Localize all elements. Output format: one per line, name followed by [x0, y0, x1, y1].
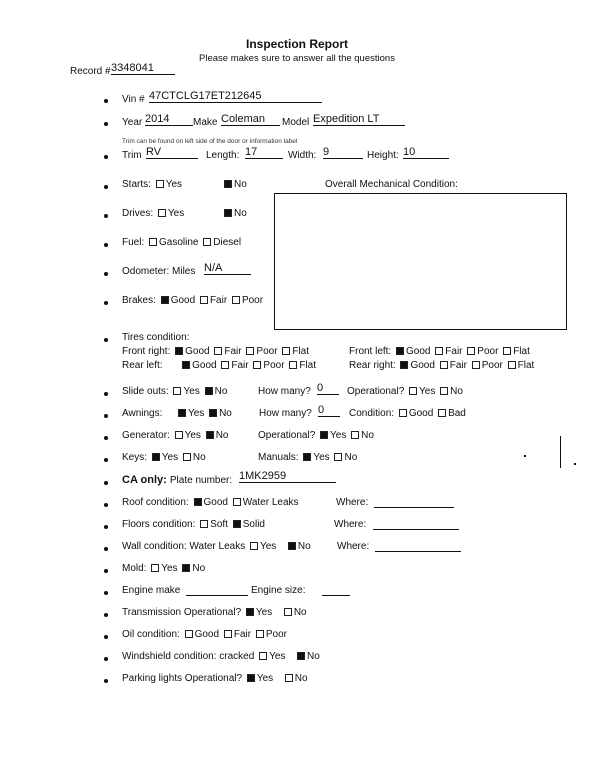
option-label: Bad — [448, 408, 466, 419]
option-label: No — [192, 563, 206, 574]
engine-make-label: Engine make — [122, 585, 181, 596]
bullet — [104, 301, 108, 305]
awnings-row — [122, 408, 232, 419]
checkbox-starts-no[interactable] — [224, 180, 232, 188]
checkbox-gen-no[interactable] — [206, 431, 214, 439]
checkbox-roof-good[interactable] — [194, 498, 202, 506]
record-label: Record # — [70, 66, 111, 77]
option-label: Fair — [224, 346, 242, 357]
awnings-how-many-label: How many? — [259, 408, 312, 419]
option-label: Poor — [477, 346, 499, 357]
option-label: Good — [406, 346, 431, 357]
engine-make-field[interactable] — [186, 585, 248, 596]
option-label: No — [361, 430, 374, 441]
option-label: Fair — [233, 629, 252, 640]
wall-where-label: Where: — [337, 541, 370, 552]
checkbox-keys-yes[interactable] — [152, 453, 160, 461]
option-label: No — [344, 452, 358, 463]
roof-where-label: Where: — [336, 497, 369, 508]
brakes-label: Brakes: — [122, 295, 156, 306]
fuel-diesel-label: Diesel — [213, 237, 242, 248]
operational-label: Operational? — [258, 430, 316, 441]
roof-row — [122, 497, 299, 508]
wall-label: Wall condition: Water Leaks — [122, 541, 246, 552]
option-label: Good — [408, 408, 434, 419]
starts-row — [122, 179, 182, 190]
rear-left-label: Rear left: — [122, 360, 163, 371]
checkbox-wall-no[interactable] — [288, 542, 296, 550]
option-label: No — [214, 386, 228, 397]
make-value: Coleman — [221, 113, 280, 126]
option-label: Yes — [161, 452, 179, 463]
option-label: Yes — [183, 386, 200, 397]
model-value: Expedition LT — [313, 113, 405, 126]
checkbox-fr-poor[interactable] — [246, 347, 254, 355]
option-label: Solid — [242, 519, 265, 530]
roof-where-field[interactable] — [374, 497, 454, 508]
checkbox-trans-yes[interactable] — [246, 608, 254, 616]
oil-row — [122, 629, 287, 640]
windshield-label: Windshield condition: cracked — [122, 651, 255, 662]
option-label: Yes — [255, 607, 273, 618]
parking-row — [122, 673, 308, 684]
vin-value: 47CTCLG17ET212645 — [149, 90, 322, 103]
oil-label: Oil condition: — [122, 629, 180, 640]
checkbox-fl-flat[interactable] — [503, 347, 511, 355]
checkbox-gen-yes[interactable] — [175, 431, 183, 439]
page-title: Inspection Report — [245, 37, 348, 51]
checkbox-parking-no[interactable] — [285, 674, 293, 682]
checkbox-awnings-yes[interactable] — [178, 409, 186, 417]
windshield-row — [122, 651, 320, 662]
option-label: Flat — [517, 360, 535, 371]
parking-label: Parking lights Operational? — [122, 673, 243, 684]
trim-label: Trim — [122, 150, 142, 161]
starts-label: Starts: — [122, 179, 151, 190]
plate-label: Plate number: — [169, 475, 233, 486]
bullet — [104, 679, 108, 683]
bullet — [104, 243, 108, 247]
stray-mark — [574, 463, 576, 465]
option-label: Good — [194, 629, 220, 640]
floors-label: Floors condition: — [122, 519, 196, 530]
option-label: Poor — [263, 360, 285, 371]
checkbox-keys-no[interactable] — [183, 453, 191, 461]
bullet — [104, 613, 108, 617]
checkbox-windshield-yes[interactable] — [259, 652, 267, 660]
brakes-fair-label: Fair — [209, 295, 228, 306]
drives-row — [122, 208, 184, 219]
starts-yes-label: Yes — [165, 179, 183, 190]
checkbox-wall-yes[interactable] — [250, 542, 258, 550]
slide-count: 0 — [317, 382, 339, 395]
checkbox-rl-flat[interactable] — [289, 361, 297, 369]
drives-no-label: No — [234, 208, 247, 219]
fuel-gasoline-label: Gasoline — [159, 237, 199, 248]
checkbox-oil-good[interactable] — [185, 630, 193, 638]
checkbox-drives-yes[interactable] — [158, 209, 166, 217]
option-label: Good — [185, 346, 210, 357]
tires-front-left-row — [349, 346, 530, 357]
checkbox-slide-op-yes[interactable] — [409, 387, 417, 395]
option-label: Water Leaks — [242, 497, 299, 508]
checkbox-fl-good[interactable] — [396, 347, 404, 355]
option-label: Fair — [231, 360, 249, 371]
record-number: 3348041 — [111, 62, 175, 75]
checkbox-parking-yes[interactable] — [247, 674, 255, 682]
bullet — [104, 436, 108, 440]
manuals-row — [258, 452, 357, 463]
year-label: Year — [122, 117, 143, 128]
checkbox-mold-no[interactable] — [182, 564, 190, 572]
starts-no-label: No — [234, 179, 247, 190]
option-label: Fair — [449, 360, 467, 371]
fuel-row — [122, 237, 241, 248]
option-label: Poor — [256, 346, 278, 357]
fuel-label: Fuel: — [122, 237, 145, 248]
option-label: No — [293, 607, 307, 618]
condition-label: Condition: — [349, 408, 395, 419]
floors-row — [122, 519, 265, 530]
option-label: Fair — [445, 346, 463, 357]
bullet — [104, 458, 108, 462]
bullet — [104, 591, 108, 595]
checkbox-brakes-fair[interactable] — [200, 296, 208, 304]
plate-value: 1MK2959 — [239, 470, 336, 483]
model-label: Model — [282, 117, 310, 128]
option-label: Yes — [187, 408, 205, 419]
option-label: Soft — [210, 519, 228, 530]
tires-rear-left-row — [122, 360, 316, 371]
bullet — [104, 122, 108, 126]
option-label: No — [215, 430, 229, 441]
checkbox-slide-yes[interactable] — [173, 387, 181, 395]
bullet — [104, 481, 108, 485]
checkbox-mold-yes[interactable] — [151, 564, 159, 572]
slide-operational-row — [347, 386, 463, 397]
generator-label: Generator: — [122, 430, 170, 441]
generator-operational-row — [258, 430, 374, 441]
engine-size-field[interactable] — [322, 585, 350, 596]
option-label: Flat — [513, 346, 530, 357]
drives-no-group — [222, 208, 247, 219]
tires-label: Tires condition: — [122, 332, 190, 343]
option-label: Yes — [330, 430, 347, 441]
option-label: Yes — [259, 541, 277, 552]
wall-row — [122, 541, 311, 552]
option-label: No — [219, 408, 232, 419]
overall-condition-box[interactable] — [274, 193, 567, 330]
option-label: Poor — [265, 629, 287, 640]
checkbox-fuel-gasoline[interactable] — [149, 238, 157, 246]
checkbox-awnings-bad[interactable] — [438, 409, 446, 417]
bullet — [104, 635, 108, 639]
awnings-count: 0 — [318, 404, 340, 417]
width-value: 9 — [323, 146, 363, 159]
ca-only-label: CA only: — [122, 474, 167, 486]
checkbox-fr-fair[interactable] — [214, 347, 222, 355]
odometer-value: N/A — [204, 262, 251, 275]
option-label: No — [192, 452, 206, 463]
brakes-row — [122, 295, 263, 306]
length-label: Length: — [206, 150, 240, 161]
checkbox-slide-op-no[interactable] — [440, 387, 448, 395]
rear-right-label: Rear right: — [349, 360, 396, 371]
make-label: Make — [193, 117, 218, 128]
checkbox-rr-poor[interactable] — [472, 361, 480, 369]
mold-row — [122, 563, 205, 574]
checkbox-trans-no[interactable] — [284, 608, 292, 616]
checkbox-oil-fair[interactable] — [224, 630, 232, 638]
brakes-poor-label: Poor — [241, 295, 264, 306]
checkbox-rl-good[interactable] — [182, 361, 190, 369]
length-value: 17 — [245, 146, 283, 159]
roof-label: Roof condition: — [122, 497, 189, 508]
keys-row — [122, 452, 206, 463]
option-label: Flat — [299, 360, 316, 371]
vin-label: Vin # — [122, 94, 145, 105]
bullet — [104, 525, 108, 529]
checkbox-fr-flat[interactable] — [282, 347, 290, 355]
trim-note: Trim can be found on left side of the door or information label — [122, 138, 298, 145]
operational-label: Operational? — [347, 386, 405, 397]
checkbox-rr-good[interactable] — [400, 361, 408, 369]
option-label: Good — [203, 497, 228, 508]
engine-size-label: Engine size: — [251, 585, 306, 596]
transmission-row — [122, 607, 307, 618]
checkbox-rl-fair[interactable] — [221, 361, 229, 369]
checkbox-slide-no[interactable] — [205, 387, 213, 395]
width-label: Width: — [288, 150, 317, 161]
checkbox-brakes-good[interactable] — [161, 296, 169, 304]
overall-condition-label: Overall Mechanical Condition: — [325, 179, 458, 190]
option-label: Flat — [292, 346, 309, 357]
bullet — [104, 214, 108, 218]
floors-where-field[interactable] — [373, 519, 459, 530]
bullet — [104, 155, 108, 159]
generator-row — [122, 430, 229, 441]
option-label: No — [450, 386, 463, 397]
checkbox-manuals-no[interactable] — [334, 453, 342, 461]
checkbox-rr-flat[interactable] — [508, 361, 516, 369]
bullet — [104, 547, 108, 551]
checkbox-oil-poor[interactable] — [256, 630, 264, 638]
option-label: No — [297, 541, 311, 552]
checkbox-starts-yes[interactable] — [156, 180, 164, 188]
ca-only-row — [122, 474, 232, 486]
drives-yes-label: Yes — [167, 208, 185, 219]
option-label: Good — [410, 360, 435, 371]
front-left-label: Front left: — [349, 346, 392, 357]
checkbox-fuel-diesel[interactable] — [203, 238, 211, 246]
checkbox-fr-good[interactable] — [175, 347, 183, 355]
option-label: Yes — [419, 386, 436, 397]
checkbox-awnings-good[interactable] — [399, 409, 407, 417]
checkbox-floors-solid[interactable] — [233, 520, 241, 528]
awnings-condition-row — [349, 408, 466, 419]
slide-outs-row — [122, 386, 227, 397]
tires-front-right-row — [122, 346, 309, 357]
drives-label: Drives: — [122, 208, 154, 219]
option-label: Yes — [269, 651, 286, 662]
tires-rear-right-row — [349, 360, 534, 371]
checkbox-roof-leaks[interactable] — [233, 498, 241, 506]
option-label: Poor — [481, 360, 503, 371]
option-label: Yes — [256, 673, 274, 684]
stray-mark — [560, 436, 561, 468]
option-label: Yes — [161, 563, 178, 574]
stray-mark — [524, 455, 526, 457]
wall-where-field[interactable] — [375, 541, 461, 552]
height-value: 10 — [403, 146, 449, 159]
checkbox-floors-soft[interactable] — [200, 520, 208, 528]
trim-value: RV — [146, 146, 198, 159]
checkbox-fl-poor[interactable] — [467, 347, 475, 355]
front-right-label: Front right: — [122, 346, 171, 357]
bullet — [104, 338, 108, 342]
checkbox-fl-fair[interactable] — [435, 347, 443, 355]
odometer-label: Odometer: Miles — [122, 266, 196, 277]
bullet — [104, 414, 108, 418]
keys-label: Keys: — [122, 452, 148, 463]
checkbox-manuals-yes[interactable] — [303, 453, 311, 461]
checkbox-rl-poor[interactable] — [253, 361, 261, 369]
bullet — [104, 569, 108, 573]
page-subtitle: Please makes sure to answer all the questions — [199, 53, 395, 64]
option-label: No — [294, 673, 308, 684]
option-label: Good — [192, 360, 217, 371]
slide-how-many-label: How many? — [258, 386, 311, 397]
transmission-label: Transmission Operational? — [122, 607, 242, 618]
bullet — [104, 392, 108, 396]
mold-label: Mold: — [122, 563, 147, 574]
bullet — [104, 657, 108, 661]
bullet — [104, 99, 108, 103]
slide-outs-label: Slide outs: — [122, 386, 169, 397]
checkbox-drives-no[interactable] — [224, 209, 232, 217]
awnings-label: Awnings: — [122, 408, 163, 419]
checkbox-awnings-no[interactable] — [209, 409, 217, 417]
option-label: No — [306, 651, 320, 662]
checkbox-windshield-no[interactable] — [297, 652, 305, 660]
bullet — [104, 272, 108, 276]
option-label: Yes — [184, 430, 201, 441]
year-value: 2014 — [145, 113, 193, 126]
checkbox-gen-op-no[interactable] — [351, 431, 359, 439]
brakes-good-label: Good — [170, 295, 196, 306]
checkbox-rr-fair[interactable] — [440, 361, 448, 369]
checkbox-brakes-poor[interactable] — [232, 296, 240, 304]
option-label: Yes — [313, 452, 330, 463]
starts-no-group — [222, 179, 247, 190]
height-label: Height: — [367, 150, 399, 161]
manuals-label: Manuals: — [258, 452, 299, 463]
bullet — [104, 185, 108, 189]
checkbox-gen-op-yes[interactable] — [320, 431, 328, 439]
bullet — [104, 503, 108, 507]
floors-where-label: Where: — [334, 519, 367, 530]
